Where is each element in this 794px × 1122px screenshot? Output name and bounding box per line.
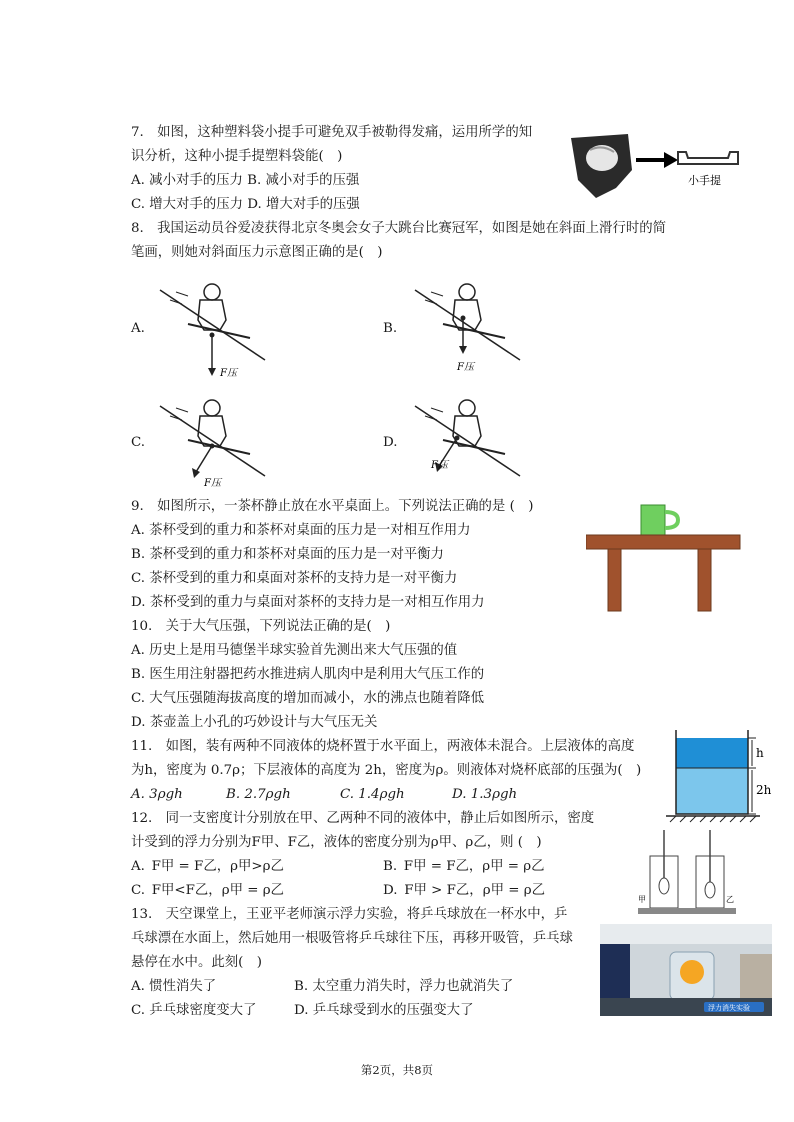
page-footer: 第2页，共8页 bbox=[360, 1063, 434, 1077]
q10-option-d: D. 茶壶盖上小孔的巧妙设计与大气压无关 bbox=[131, 715, 378, 730]
q8-a-force-label: F压 bbox=[220, 368, 237, 379]
q9-option-a: A. 茶杯受到的重力和茶杯对桌面的压力是一对相互作用力 bbox=[131, 523, 471, 538]
q11-fig-2h-label: 2h bbox=[756, 783, 772, 797]
q10-stem: 10. 关于大气压强，下列说法正确的是( ) bbox=[131, 619, 391, 634]
q11-option-d: D. 1.3ρgh bbox=[452, 787, 518, 802]
q8-stem-line1: 8. 我国运动员谷爱凌获得北京冬奥会女子大跳台比赛冠军，如图是她在斜面上滑行时的简 bbox=[131, 221, 667, 236]
q12-option-a: A. F甲 = F乙，ρ甲>ρ乙 bbox=[131, 859, 284, 874]
q8-option-a-figure bbox=[150, 280, 270, 385]
q7-figure bbox=[566, 130, 746, 200]
q12-fig-jia-label: 甲 bbox=[638, 895, 646, 904]
q11-stem-line2: 为h，密度为 0.7ρ；下层液体的高度为 2h，密度为ρ。则液体对烧杯底部的压强为( ) bbox=[131, 763, 642, 778]
q8-option-a-label: A. bbox=[131, 321, 145, 336]
q8-option-d-label: D. bbox=[383, 435, 398, 450]
q13-stem-line2: 乓球漂在水面上，然后她用一根吸管将乒乓球往下压，再移开吸管，乒乓球 bbox=[131, 931, 573, 946]
q8-option-c-figure bbox=[150, 396, 270, 491]
q12-fig-yi-label: 乙 bbox=[726, 895, 734, 904]
q7-stem-line2: 识分析，这种小提手提塑料袋能( ) bbox=[131, 149, 343, 164]
q7-options-ab: A. 减小对手的压力 B. 减小对手的压强 bbox=[131, 173, 360, 188]
q8-stem-line2: 笔画，则她对斜面压力示意图正确的是( ) bbox=[131, 245, 383, 260]
q9-option-d: D. 茶杯受到的重力与桌面对茶杯的支持力是一对相互作用力 bbox=[131, 595, 485, 610]
q7-options-cd: C. 增大对手的压力 D. 增大对手的压强 bbox=[131, 197, 360, 212]
q7-stem-line1: 7. 如图，这种塑料袋小提手可避免双手被勒得发痛，运用所学的知 bbox=[131, 125, 533, 140]
q12-option-d: D. F甲 > F乙，ρ甲 = ρ乙 bbox=[383, 883, 545, 898]
q13-stem-line3: 悬停在水中。此刻( ) bbox=[131, 955, 262, 970]
q13-option-b: B. 太空重力消失时，浮力也就消失了 bbox=[294, 979, 514, 994]
q11-option-a: A. 3ρgh bbox=[131, 787, 183, 802]
q8-c-force-label: F压 bbox=[204, 478, 221, 489]
q11-stem-line1: 11. 如图，装有两种不同液体的烧杯置于水平面上，两液体未混合。上层液体的高度 bbox=[131, 739, 635, 754]
q12-option-b: B. F甲 = F乙，ρ甲 = ρ乙 bbox=[383, 859, 545, 874]
q8-option-b-figure bbox=[405, 280, 525, 375]
q7-figure-label: 小手提 bbox=[688, 175, 721, 187]
q8-option-b-label: B. bbox=[383, 321, 398, 336]
q10-option-c: C. 大气压强随海拔高度的增加而减小，水的沸点也随着降低 bbox=[131, 691, 485, 706]
q9-stem: 9. 如图所示，一茶杯静止放在水平桌面上。下列说法正确的是 ( ) bbox=[131, 499, 534, 514]
q8-b-force-label: F压 bbox=[457, 362, 474, 373]
q11-beaker-figure bbox=[664, 726, 776, 826]
q12-stem-line2: 计受到的浮力分别为F甲、F乙，液体的密度分别为ρ甲、ρ乙，则 ( ) bbox=[131, 835, 542, 850]
q9-option-b: B. 茶杯受到的重力和茶杯对桌面的压力是一对平衡力 bbox=[131, 547, 444, 562]
q8-option-d-figure bbox=[405, 396, 525, 491]
q8-d-force-label: F压 bbox=[431, 460, 448, 471]
q9-table-figure bbox=[586, 500, 742, 612]
q13-stem-line1: 13. 天空课堂上，王亚平老师演示浮力实验，将乒乓球放在一杯水中，乒 bbox=[131, 907, 568, 922]
q9-option-c: C. 茶杯受到的重力和桌面对茶杯的支持力是一对平衡力 bbox=[131, 571, 458, 586]
q13-option-c: C. 乒乓球密度变大了 bbox=[131, 1003, 257, 1018]
q12-stem-line1: 12. 同一支密度计分别放在甲、乙两种不同的液体中，静止后如图所示，密度 bbox=[131, 811, 595, 826]
q11-option-c: C. 1.4ρgh bbox=[340, 787, 405, 802]
q13-option-a: A. 惯性消失了 bbox=[131, 979, 217, 994]
q11-option-b: B. 2.7ρgh bbox=[226, 787, 291, 802]
q12-option-c: C. F甲<F乙，ρ甲 = ρ乙 bbox=[131, 883, 284, 898]
q13-option-d: D. 乒乓球受到水的压强变大了 bbox=[294, 1003, 474, 1018]
q10-option-b: B. 医生用注射器把药水推进病人肌肉中是利用大气压工作的 bbox=[131, 667, 485, 682]
q8-option-c-label: C. bbox=[131, 435, 146, 450]
q10-option-a: A. 历史上是用马德堡半球实验首先测出来大气压强的值 bbox=[131, 643, 458, 658]
cup-icon bbox=[641, 505, 665, 535]
q12-hydrometer-figure bbox=[634, 828, 740, 920]
q13-photo-caption: 浮力消失实验 bbox=[708, 1005, 750, 1012]
q13-space-photo bbox=[600, 924, 772, 1016]
q11-fig-h-label: h bbox=[756, 746, 764, 760]
